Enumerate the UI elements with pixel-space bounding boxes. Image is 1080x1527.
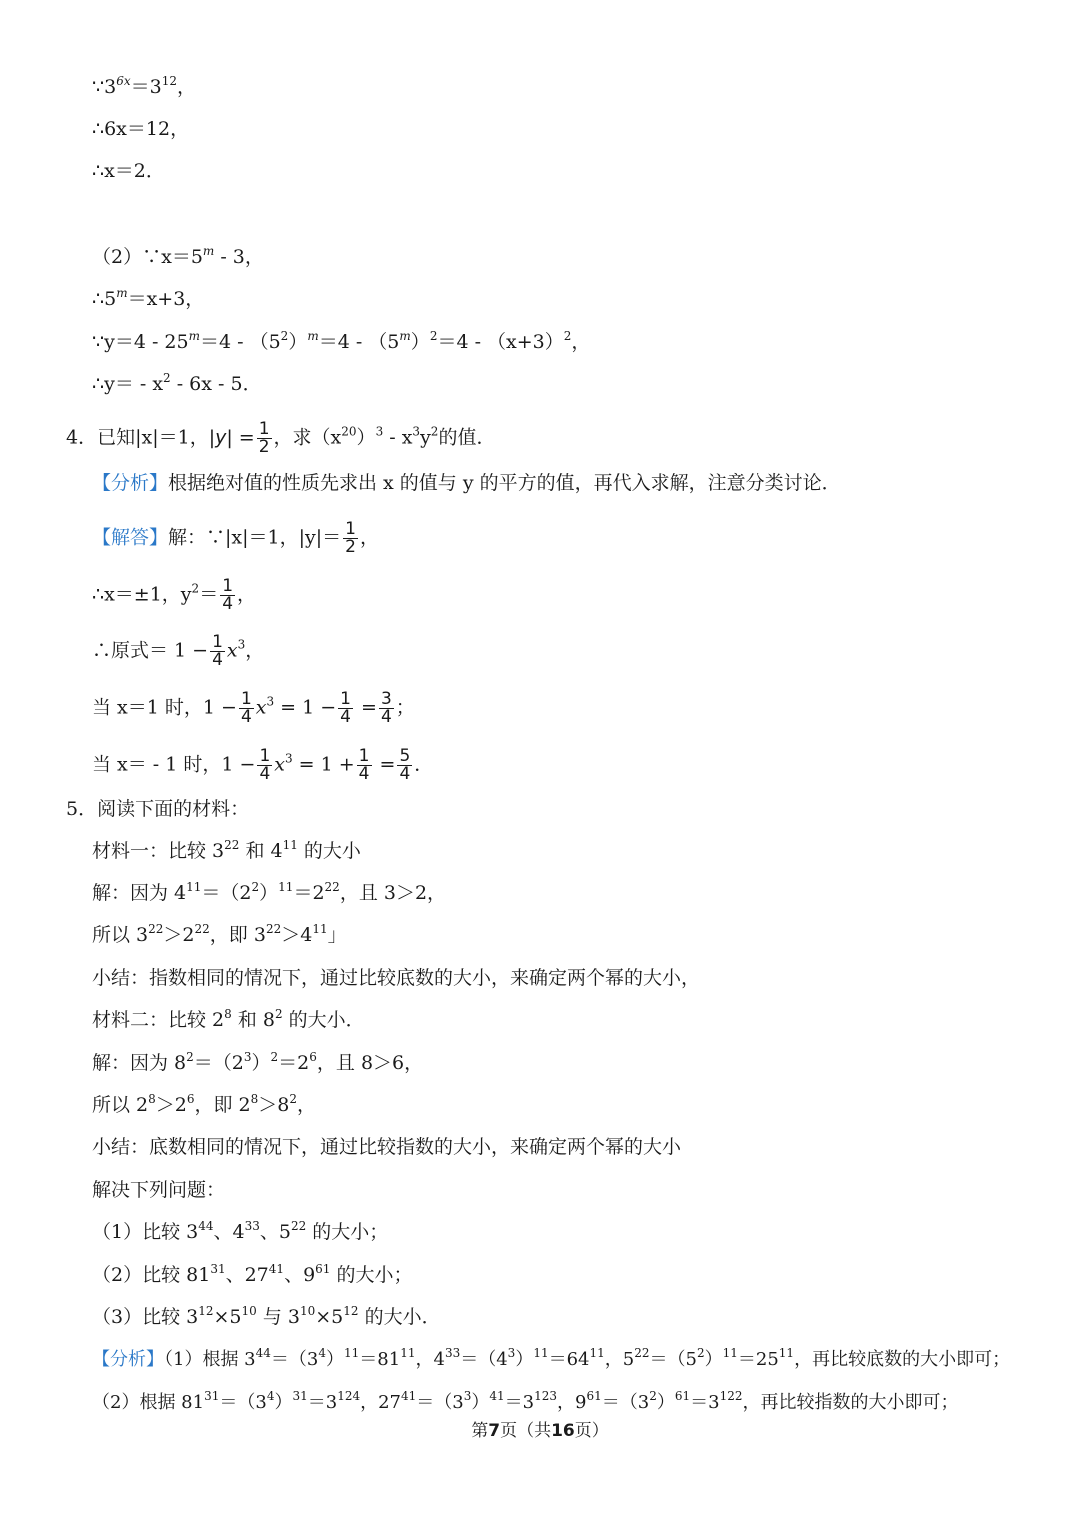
page-number: 7 [488,1421,501,1441]
fraction: $\frac{1}{4}$ [358,746,370,784]
answer-line: 【解答】解：∵|x|＝1，|y|＝ $\frac{1}{2}$ ， [92,519,380,557]
fraction: $\frac{1}{4}$ [240,689,252,727]
fraction: $\frac{1}{4}$ [259,746,271,784]
answer-line: 当 x＝ - 1 时，1 − $\frac{1}{4}$ $x^3 = 1$ + $\frac{1}{4}$ = $\frac{5}{4}$ ． [92,746,434,784]
page-footer: 第7页（共16页） [471,1421,609,1441]
solution-line: ∴6x＝12， [92,118,190,140]
fraction: $\frac{5}{4}$ [399,746,411,784]
fraction: $\frac{1}{4}$ [212,632,223,670]
page-total: 16 [551,1421,575,1441]
material-line: 所以 $2^8>2^6$，即 $2^8>8^2$， [92,1092,317,1116]
answer-tag: 【解答】 [92,526,169,549]
answer-line: ∴原式＝ 1 − $\frac{1}{4}$ $x^3$， [92,632,265,670]
question-4-stem: 4．已知|x|＝1，|y| = $\frac{1}{2}$ ，求$(x^{20})^3 - x^3y^2$的值． [66,419,496,457]
sub-question: （3）比较 $3^{12}\times 5^{10}$ 与 $3^{10}\times 5^{12}$ 的大小． [92,1304,441,1328]
material-line: 所以 $3^{22}>2^{22}$，即 $3^{22}>4^{11}$」 [92,922,347,946]
analysis-tag: 【分析】 [92,1349,164,1370]
solution-line: $\because 3^{6x}=3^{12}$， [92,74,196,98]
solution-line: ∴y＝ - $x^2 - 6x - 5$． [92,371,262,395]
material-line: 解：因为 $4^{11}=(2^2)^{11}=2^{22}$，且 3＞2， [92,880,447,904]
fraction: $\frac{1}{4}$ [222,576,234,614]
fraction: $\frac{3}{4}$ [380,689,392,727]
material-line: 小结：指数相同的情况下，通过比较底数的大小，来确定两个幂的大小， [92,967,701,989]
fraction: $\frac{1}{4}$ [340,689,351,727]
material-line: 解决下列问题： [92,1179,226,1201]
analysis-tag: 【分析】 [92,472,169,494]
material-line: 材料二：比较 $2^8$ 和 $8^2$ 的大小． [92,1007,365,1031]
solution-line: $\therefore 5^m=x+3$， [92,286,205,310]
answer-line: 当 x＝1 时，1 − $\frac{1}{4}$ $x^3 = 1$ − $\frac{1}{4}$ = $\frac{3}{4}$ ； [92,689,415,727]
material-line: 材料一：比较 $3^{22}$ 和 $4^{11}$ 的大小 [92,838,361,862]
sub-question: （1）比较 $3^{44}$、$4^{33}$、$5^{22}$ 的大小； [92,1219,389,1243]
analysis-line: 【分析】（1）根据 $3^{44}=(3^4)^{11}=81^{11}$，$4^{33}=(4^3)^{11}=64^{11}$，$5^{22}=(5^2)^{11}=25^{11}$，再比较底数的大小即可； [92,1346,1011,1370]
material-line: 小结：底数相同的情况下，通过比较指数的大小，来确定两个幂的大小 [92,1136,682,1158]
answer-line: ∴x＝±1，$y^2=$ $\frac{1}{4}$ ， [92,576,257,614]
analysis-line: 【分析】根据绝对值的性质先求出 x 的值与 y 的平方的值，再代入求解，注意分类讨论． [92,472,841,494]
solution-line: ∵y＝4 - $25^m=4 - (5^2)^m=4 - (5^m)^2=4 - (x+3)^2$， [92,329,591,353]
material-line: 解：因为 $8^2=(2^3)^2=2^6$，且 8＞6， [92,1050,424,1074]
sub-question: （2）比较 $81^{31}$、$27^{41}$、$9^{61}$ 的大小； [92,1262,413,1286]
solution-line: $(2)\because x=5^m - 3$， [92,244,264,268]
question-5-stem: 5．阅读下面的材料： [66,798,250,820]
fraction: $\frac{1}{2}$ [345,519,356,557]
analysis-line: （2）根据 $81^{31}=(3^4)^{31}=3^{124}$，$27^{41}=(3^3)^{41}=3^{123}$，$9^{61}=(3^2)^{61}=3^{122}$，再比较指数的大小即可； [92,1389,959,1413]
fraction: $\frac{1}{2}$ [258,419,270,457]
solution-line: ∴x＝2． [92,160,165,182]
